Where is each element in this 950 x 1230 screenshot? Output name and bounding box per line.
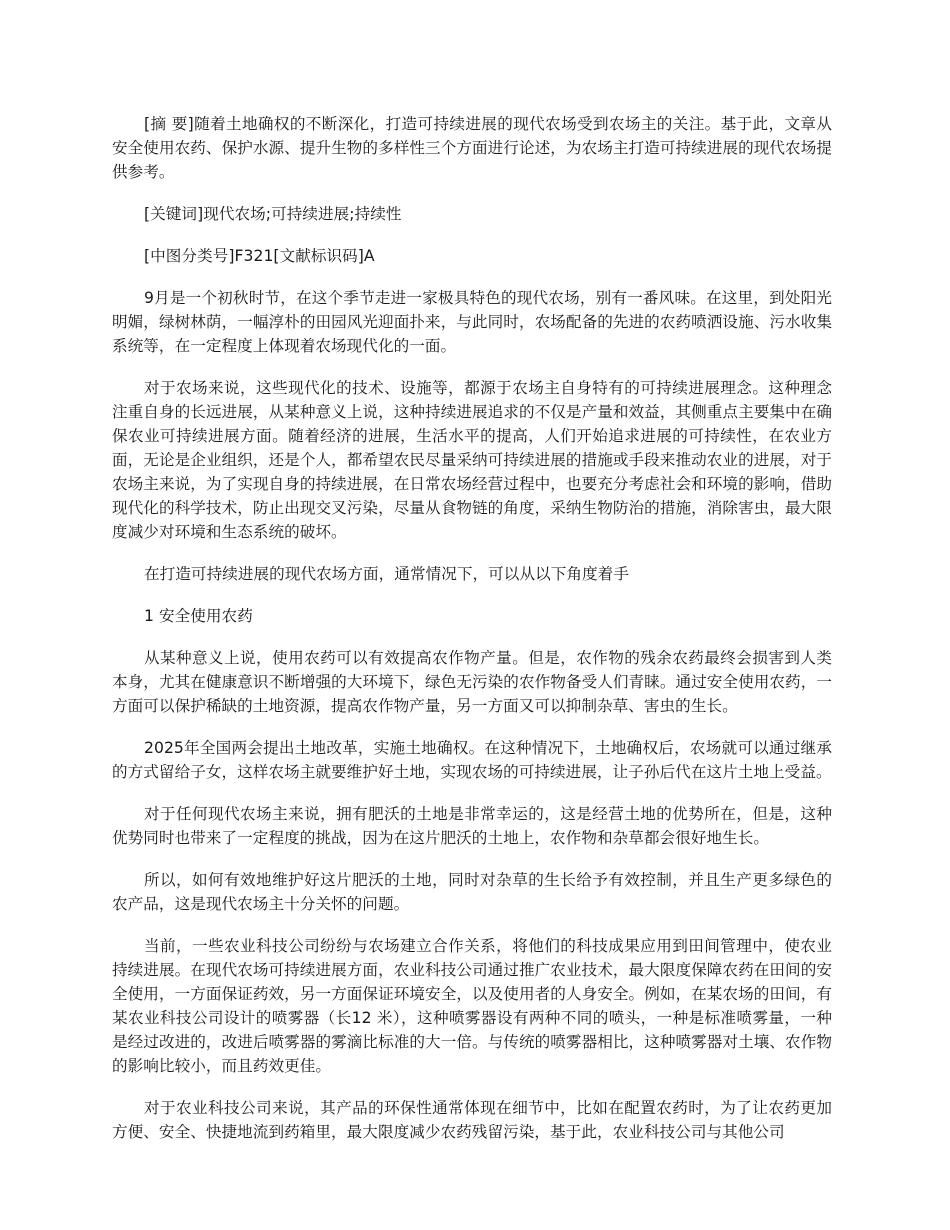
section-heading: 1 安全使用农药 bbox=[144, 607, 253, 625]
document-body bbox=[112, 112, 832, 1162]
body-paragraph: 对于农业科技公司来说，其产品的环保性通常体现在细节中，比如在配置农药时，为了让农药更加方便、安全、快捷地流到药箱里，最大限度减少农药残留污染，基于此，农业科技公司与其他公司 bbox=[112, 1099, 832, 1141]
body-paragraph: 从某种意义上说，使用农药可以有效提高农作物产量。但是，农作物的残余农药最终会损害到人类本身，尤其在健康意识不断增强的大环境下，绿色无污染的农作物备受人们青睐。通过安全使用农药，一方面可以保护稀缺的土地资源，提高农作物产量，另一方面又可以抑制杂草、害虫的生长。 bbox=[112, 649, 832, 715]
classification-paragraph: [中图分类号]F321[文献标识码]A bbox=[144, 247, 375, 265]
abstract-paragraph: [摘 要]随着土地确权的不断深化，打造可持续进展的现代农场受到农场主的关注。基于此，文章从安全使用农药、保护水源、提升生物的多样性三个方面进行论述，为农场主打造可持续进展的现代农场提供参考。 bbox=[112, 115, 832, 181]
body-paragraph: 所以，如何有效地维护好这片肥沃的土地，同时对杂草的生长给予有效控制，并且生产更多绿色的农产品，这是现代农场主十分关怀的问题。 bbox=[112, 871, 832, 913]
keywords-paragraph: [关键词]现代农场;可持续进展;持续性 bbox=[144, 205, 402, 223]
body-paragraph: 2025年全国两会提出土地改革，实施土地确权。在这种情况下，土地确权后，农场就可以通过继承的方式留给子女，这样农场主就要维护好土地，实现农场的可持续进展，让子孙后代在这片土地上受益。 bbox=[112, 739, 832, 781]
body-paragraph: 9月是一个初秋时节，在这个季节走进一家极具特色的现代农场，别有一番风味。在这里，到处阳光明媚，绿树林荫，一幅淳朴的田园风光迎面扑来，与此同时，农场配备的先进的农药喷洒设施、污水收集系统等，在一定程度上体现着农场现代化的一面。 bbox=[112, 289, 832, 355]
body-paragraph: 当前，一些农业科技公司纷纷与农场建立合作关系，将他们的科技成果应用到田间管理中，使农业持续进展。在现代农场可持续进展方面，农业科技公司通过推广农业技术，最大限度保障农药在田间的安全使用，一方面保证药效，另一方面保证环境安全，以及使用者的人身安全。例如，在某农场的田间，有某农业科技公司设计的喷雾器（长12 米），这种喷雾器设有两种不同的喷头，一种是标准喷雾量，一种是经过改进的，改进后喷雾器的雾滴比标准的大一倍。与传统的喷雾器相比，这种喷雾器对土壤、农作物的影响比较小，而且药效更佳。 bbox=[112, 937, 832, 1075]
body-paragraph: 对于农场来说，这些现代化的技术、设施等，都源于农场主自身特有的可持续进展理念。这种理念注重自身的长远进展，从某种意义上说，这种持续进展追求的不仅是产量和效益，其侧重点主要集中在确保农业可持续进展方面。随着经济的进展，生活水平的提高，人们开始追求进展的可持续性，在农业方面，无论是企业组织，还是个人，都希望农民尽量采纳可持续进展的措施或手段来推动农业的进展，对于农场主来说，为了实现自身的持续进展，在日常农场经营过程中，也要充分考虑社会和环境的影响，借助现代化的科学技术，防止出现交叉污染，尽量从食物链的角度，采纳生物防治的措施，消除害虫，最大限度减少对环境和生态系统的破坏。 bbox=[112, 379, 832, 541]
body-paragraph: 对于任何现代农场主来说，拥有肥沃的土地是非常幸运的，这是经营土地的优势所在，但是，这种优势同时也带来了一定程度的挑战，因为在这片肥沃的土地上，农作物和杂草都会很好地生长。 bbox=[112, 805, 832, 847]
body-paragraph: 在打造可持续进展的现代农场方面，通常情况下，可以从以下角度着手 bbox=[144, 565, 629, 583]
